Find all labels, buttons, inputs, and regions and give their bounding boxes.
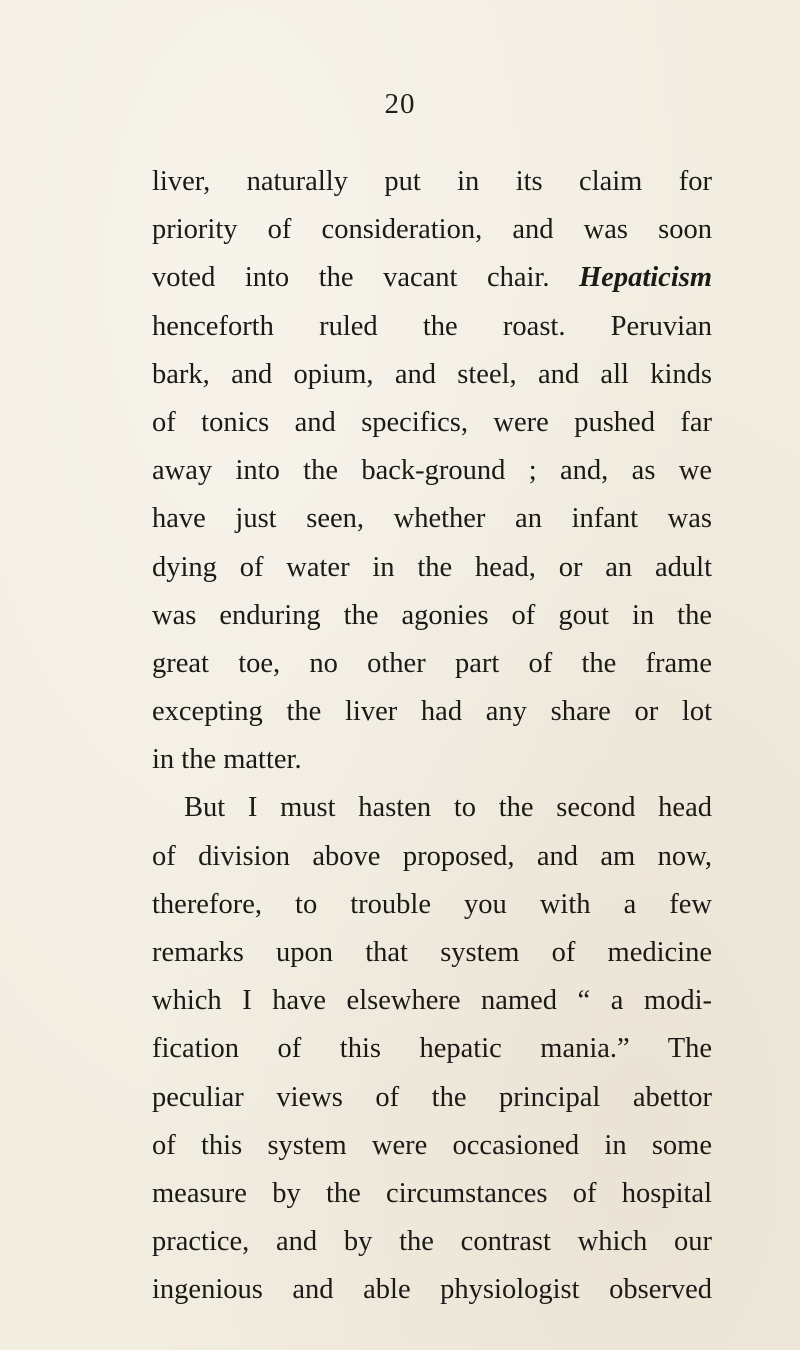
text-line: of this system were occasioned in some	[152, 1129, 712, 1161]
text-line: away into the back-ground ; and, as we	[152, 455, 712, 487]
text-line: remarks upon that system of medicine	[152, 937, 712, 968]
text-line: practice, and by the contrast which our	[152, 1226, 712, 1258]
text-line	[152, 254, 712, 302]
text-line: which I have elsewhere named “ a modi-	[152, 985, 712, 1017]
text-line: of division above proposed, and am now,	[152, 840, 712, 872]
text-line: dying of water in the head, or an adult	[152, 551, 712, 583]
text-line: measure by the circumstances of hospital	[152, 1177, 712, 1209]
text-line: liver, naturally put in its claim for	[152, 166, 712, 197]
text-line: was enduring the agonies of gout in the	[152, 599, 712, 631]
text-line: excepting the liver had any share or lot	[152, 696, 712, 728]
text-line: therefore, to trouble you with a few	[152, 888, 712, 920]
text-line: bark, and opium, and steel, and all kinds	[152, 358, 712, 390]
italic-term: Hepaticism	[579, 262, 712, 294]
text-line: of tonics and specifics, were pushed far	[152, 406, 712, 438]
paragraph-start-line: But I must hasten to the second head	[184, 792, 712, 824]
paragraph-end-line: in the matter.	[152, 744, 302, 776]
text-line: peculiar views of the principal abettor	[152, 1081, 712, 1113]
text-line: ingenious and able physiologist observed	[152, 1274, 712, 1306]
text-line: henceforth ruled the roast. Peruvian	[152, 310, 712, 342]
text-line: priority of consideration, and was soon	[152, 214, 712, 246]
text-line: have just seen, whether an infant was	[152, 503, 712, 535]
text-line-part: voted into the vacant chair.	[152, 262, 550, 294]
text-line: great toe, no other part of the frame	[152, 647, 712, 679]
body-text	[152, 158, 712, 1315]
text-line: fication of this hepatic mania.” The	[152, 1033, 712, 1065]
page-number: 20	[384, 88, 416, 120]
